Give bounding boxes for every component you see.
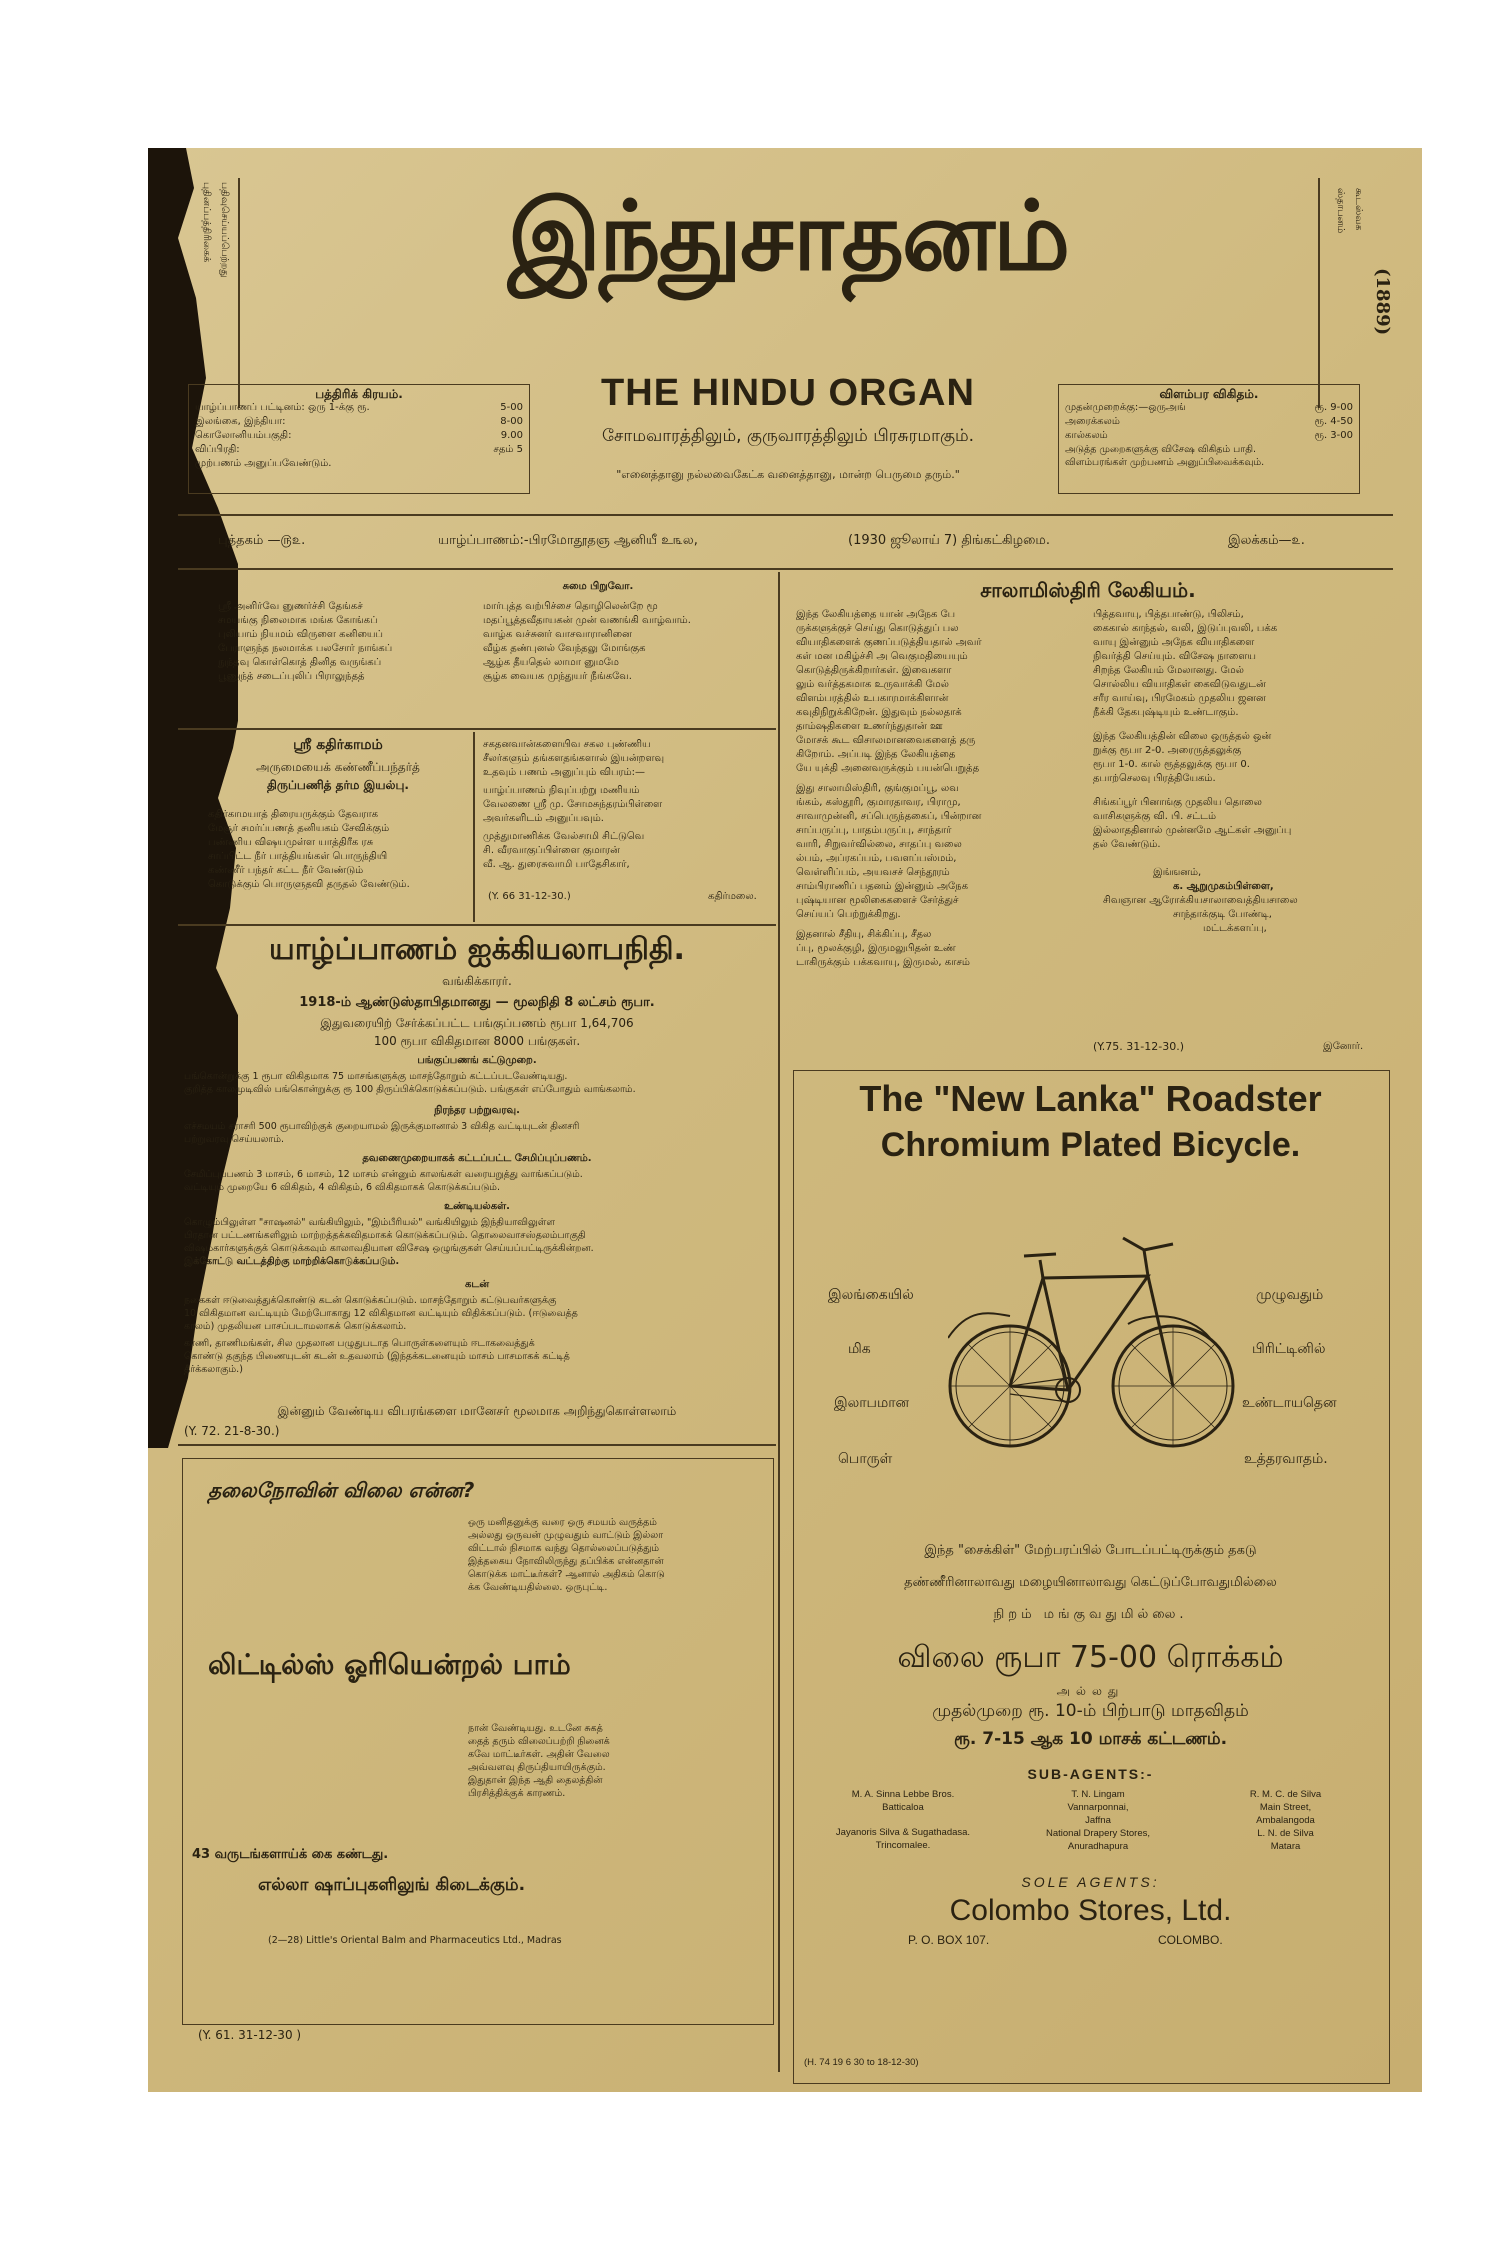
sole-agent-name: Colombo Stores, Ltd. <box>949 1894 1232 1927</box>
handlebar <box>1123 1238 1173 1276</box>
founding-year: (1889) <box>1372 268 1393 336</box>
issue-number: இலக்கம்—௨. <box>1228 533 1305 548</box>
notice-body: கதிர்காமயாத் திரையருக்கும் தேவராக மேசூர் சமர்ப்பணத் தனியகம் சேவிக்கும் பண்ணிய விஷயமுள்ள யாத்திரீக ரசு சாப்பிட்ட நீர் பாத்தியங்கள் பொருந்தியி கண்ணீர் பந்தர் கட்ட நீர் வேண்டும் கொடுக்கும் பொருளுதவி தருதல் வேண்டும். <box>208 809 410 890</box>
bicycle-price: விலை ரூபா 75-00 ரொக்கம் <box>897 1640 1284 1675</box>
bicycle-title-2: Chromium Plated Bicycle. <box>880 1126 1301 1164</box>
english-title: THE HINDU ORGAN <box>601 372 975 414</box>
masthead-subtitle: சோமவாரத்திலும், குருவாரத்திலும் பிரசுரமாகும். <box>601 426 975 446</box>
place-date: யாழ்ப்பாணம்:-பிரமோதூதஞ ஆனியீ உ௩ல, <box>438 533 698 548</box>
balm-available: எல்லா ஷாப்புகளிலுங் கிடைக்கும். <box>258 1875 526 1895</box>
subscription-title: பத்திரிக் கிரயம். <box>315 387 403 401</box>
subscription-box: பத்திரிக் கிரயம். யாழ்ப்பாணப் பட்டினம்: ஒரு 1-க்கு ரூ. 5-00 இலங்கை, இந்தியா: 8-00 கொலோனியம்பகுதி: 9.00 விப்பிரதி: சதம் 5 முற்பணம் அனுப்பவேண்டும். <box>188 384 530 494</box>
left-vertical-1: புதினப்பத்திரிகைக் <box>201 182 212 263</box>
notice-right: சகதனவான்களையிவ சகல புண்ணிய சீலர்களும் தங்களதங்களால் இயன்றளவு உதவும் பணம் அனுப்பும் விபரம்:— யாழ்ப்பாணம் நிவுப்பற்று மணியம் வேலணை ஸ்ரீ மு. சோமசுந்தரம்பிள்ளை அவர்களிடம் அனுப்பவும். முத்துமாணிக்க வேல்சாமி சிட்டுவெ சி. வீரவாகுப்பிள்ளை குமாரன் வீ. ஆ. துரைசுவாமி பாதேசிகார், <box>483 739 665 870</box>
saddle <box>1024 1254 1056 1278</box>
poem-left: ஸ்ரீ அனிர்வே னுணர்ச்சி தேங்கச் சமயங்கு நிலைமாக மங்க கோங்கப் புலியாம் நியமம் விருளை கனியைப் பேராளுந்த நலமாக்க பலசோர் நாங்கப் நுந்தவு கொள்கொத் தினித வருங்கப் பூணுந்த் சடைப்புலிப் பிராலுந்தத் <box>218 601 393 682</box>
issue-date: (1930 ஜூலாய் 7) திங்கட்கிழமை. <box>848 533 1051 548</box>
lehyam-heading: சாலாமிஸ்திரி லேகியம். <box>980 578 1196 602</box>
balm-question: தலைநோவின் விலை என்ன? <box>208 1478 475 1502</box>
right-vertical-1: ஸ்தாபனம் <box>1335 188 1346 234</box>
left-vertical-2: பதிவுசெய்யப்பெற்றது <box>219 182 230 278</box>
newspaper-page: புதினப்பத்திரிகைக் பதிவுசெய்யப்பெற்றது இந்துசாதனம் ஸ்தாபனம் கூடஸ்வக (1889) பத்திரிக் கிரயம். யாழ்ப்பாணப் பட்டினம்: ஒரு 1-க்கு ரூ. 5-00 இலங்கை, இந்தியா: 8-00 கொலோனியம்பகுதி: 9.00 விப்பிரதி: சதம் 5 முற்பணம் அனுப்பவேண்டும். THE HINDU ORGAN சோமவாரத்திலும், குருவாரத்திலும் பிரசுரமாகும். "எனைத்தானு நல்லவைகேட்க வனைத்தானு, மான்ற பெருமை தரும்." விளம்பர விகிதம். முதன்முறைக்கு:—ஒருஅங் ரூ. 9-00 அரைக்கலம் ரூ. 4-50 கால்கலம் ரூ. 3-00 அடுத்த முறைகளுக்கு விசேஷ விகிதம் பாதி. விளம்பரங்கள் முற்பணம் அனுப்பிவைக்கவும். புத்தகம் —௫௨. யாழ்ப்பாணம்:-பிரமோதூதஞ ஆனியீ உ௩ல, (1930 ஜூலாய் 7) திங்கட்கிழமை. இலக்கம்—௨. சுமை பிறுவோ. ஸ்ரீ அனிர்வே னுணர்ச்சி தேங்கச் சமயங்கு நிலைமாக மங்க கோங்கப் புலியாம் நியமம் விருளை கனியைப் பேராளுந்த நலமாக்க பலசோர் நாங்கப் நுந்தவு கொள்கொத் தினித வருங்கப் பூணுந்த் சடைப்புலிப் பிராலுந்தத் மார்புத்த வற்பிச்சை தொழிலென்றே மூ மதப்பூத்தவீதாயகன் முன் வணங்கி வாழ்வாம். வாழ்க வச்சுனர் வாசவாரானினை வீழ்க தண்புனல் வேந்தலு மோங்குக ஆழ்க தீயதெல் லாமா னுமமே சூழ்க வையக முந்துயர் நீங்கவே. ஸ்ரீ கதிர்காமம் அருமையைக் கண்ணீப்பந்தர்த் திருப்பணித் தர்ம இயல்பு. கதிர்காமயாத் திரையருக்கும் தேவராக மேசூர் சமர்ப்பணத் தனியகம் சேவிக்கும் பண்ணிய விஷயமுள்ள யாத்திரீக ரசு சாப்பிட்ட நீர் பாத்தியங்கள் பொருந்தியி கண்ணீர் பந்தர் கட்ட நீர் வேண்டும் கொடுக்கும் பொருளுதவி தருதல் வேண்டும். சகதனவான்களையிவ சகல புண்ணிய சீலர்களும் தங்களதங்களால் இயன்றளவு உதவும் பணம் அனுப்பும் விபரம்:— யாழ்ப்பாணம் நிவுப்பற்று மணியம் வேலணை ஸ்ரீ மு. சோமசுந்தரம்பிள்ளை அவர்களிடம் அனுப்பவும். முத்துமாணிக்க வேல்சாமி சிட்டுவெ சி. வீரவாகுப்பிள்ளை குமாரன் வீ. ஆ. துரைசுவாமி பாதேசிகார், (Y. 66 31-12-30.) கதிர்மலை. யாழ்ப்பாணம் ஐக்கியலாபநிதி. வங்கிக்காரர். 1918-ம் ஆண்டுஸ்தாபிதமானது — மூலநிதி 8 லட்சம் ரூபா. இதுவரையிற் சேர்க்கப்பட்ட பங்குப்பணம் ரூபா 1,64,706 100 ரூபா விகிதமான 8000 பங்குகள். பங்குப்பணங் கட்டுமுறை. பங்கொன்றுக்கு 1 ரூபா விகிதமாக 75 மாசங்களுக்கு மாசந்தோறும் கட்டப்படவேண்டியது. குறித்த காலமுடிவில் பங்கொன்றுக்கு ரூ 100 திருப்பிக்கொடுக்கப்படும். பங்குகள் எப்போதும் வாங்கலாம். நிரந்தர பற்றுவரவு. எச்சமயம் சராசரி 500 ரூபாவிற்குக் குறையாமல் இருக்குமானால் 3 விகித வட்டியுடன் தினசரி பற்றுவரவு செய்யலாம். தவணைமுறையாகக் கட்டப்பட்ட சேமிப்புப்பணம். சேமிப்புப்பணம் 3 மாசம், 6 மாசம், 12 மாசம் என்னும் காலங்கள் வரையறுத்து வாங்கப்படும். வட்டியும் முறையே 6 விகிதம், 4 விகிதம், 6 விகிதமாகக் கொடுக்கப்படும். உண்டியல்கள். கொழும்பிலுள்ள "சாஷனல்" வங்கியிலும், "இம்பீரியல்" வங்கியிலும் இந்தியாவிலுள்ள பிரதான பட்டணங்களிலும் மாற்றத்தக்கவிதமாகக் கொடுக்கப்படும். தொலைவாசஸ்தலம்பாகுதி விஷமகார்களுக்குக் கொடுக்கவும் காலாவதியான விசேஷ ஒழுங்குகள் செய்யப்பட்டிருக்கின்றன. இக்கோட்டு வட்டத்திற்கு மாற்றிக்கொடுக்கப்படும். கடன் நகைகள் ஈடுவைத்துக்கொண்டு கடன் கொடுக்கப்படும். மாசந்தோறும் கட்டுபவர்களுக்கு 10 விகிதமான வட்டியும் மேற்போகாது 12 விகிதமான வட்டியும் விதிக்கப்படும். (ஈடுவைத்த காலம்) முதலியன பாசப்படாமலாகக் கொடுக்கலாம். காணி, தாணிமங்கள், சில முதலான பழுதுபடாத பொருள்களையும் ஈடாகவைத்துக் கொண்டு தகுந்த பிணையுடன் கடன் உதவலாம் (இந்தக்கடனையும் மாசம் பாசமாகக் கட்டித் தீர்க்கலாகும்.) இன்னும் வேண்டிய விபரங்களை மானேசர் மூலமாக அறிந்துகொள்ளலாம் (Y. 72. 21-8-30.) தலைநோவின் விலை என்ன? ஒரு மனிதனுக்கு வரை ஒரு சமயம் வருத்தம் அல்லது ஒருவன் முழுவதும் வாட்டும் இல்லா விட்டால் நிசமாக வந்து தொல்லைப்படுத்தும் இத்தகைய நோவிலிருந்து தப்பிக்க என்னதான் கொடுக்க மாட்டீர்கள்? ஆனால் அதிகம் கொடு க்க வேண்டியதில்லை. ஒருபுட்டி. லிட்டில்ஸ் ஓரியென்றல் பாம் நான் வேண்டியது. உடனே சுகத் தைத் தரும் விலைப்பற்றி நினைக் கவே மாட்டீர்கள். அதின் வேலை அவ்வளவு திருப்தியாயிருக்கும். இதுதான் இந்த ஆதி தைலத்தின் பிரசித்திக்குக் காரணம். 43 வருடங்களாய்க் கை கண்டது. எல்லா ஷாப்புகளிலுங் கிடைக்கும். (2—28) Little's Oriental Balm and Pharmaceutics Ltd., Madras (Y. 61. 31-12-30 ) சாலாமிஸ்திரி லேகியம். இந்த லேகியத்தை யான் அநேக பே ருக்களுக்குச் செய்து கொடுத்துப் பல வியாதிகளைக் குணப்படுத்தியதால் அவர் கள் மன மகிழ்ச்சி அ வெகுமதியையும் கொடுத்திருக்கிறார்கள். இவைகளா லும் வர்த்தகமாக உருவாக்கி மேல் விளம்பரத்தில் உபகாரமாக்கிளான் கவுதிநிறுக்கிறேன். இதுவும் நல்லதாக் தாம்ஷதிகளை உணர்ந்துதான் ஊ மோசக் கூட விசாலமானவைகளைத் தரு கிறோம். அப்படி இந்த லேகியத்தை யே யுக்தி அனைவருக்கும் பயன்பெறுத்த இது சாலாமிஸ்திரி, குங்குமப்பூ, லவ ங்கம், கஸ்தூரி, குமாரதாவர, பிராமு, சாவாமுன்னி, சப்பெருந்தகைப், பின்றான சாப்பருப்பு, பாதம்பருப்பு, சாந்தார் வாரி, சிறுவர்வில்லை, சாதப்பு வலை ல்பம், அப்ரகப்பம், பவளப்பஸ்மம், வெள்ளிப்பம், அயவசச் செந்தூரம் சாம்பிராணிப் பதனம் இன்னும் அநேக புஷ்டியான மூலிகைகளைச் சேர்த்துச் செய்யப் பெற்றுக்கிறது. இதனால் சீதியு, சிக்கிப்பு, சீதல ப்பு, மூலக்குழி, இருமலுபிதன் உண் டாகிருக்கும் பக்கவாயு, இருமல், காசம் பித்தவாயு, பித்தபாண்டு, பிலிசம், கைகால் காந்தல், வலி, இடுப்புவலி, பக்க வாயு இன்னும் அநேக வியாதிகளை நிவர்த்தி செய்யும். விசேஷ நாளைய சிறந்த லேகியம் மேலானது. மேல் சொல்லிய வியாதிகள் கைவிடுவதுடன் சரீர வாய்வு, பிரமேகம் முதலிய ஜனன நீக்கி தேகபுஷ்டியும் உண்டாகும். இந்த லேகியத்தின் விலை ஒருத்தல் ஒன் றுக்கு ரூபா 2-0. அரைருத்தலுக்கு ரூபா 1-0. கால் ரூத்தலுக்கு ரூபா 0. தபாற்செலவு பிரத்தியேகம். சிங்கப்பூர் பினாங்கு முதலிய தொலை வாசிகளுக்கு வி. பி. சட்டம் இல்லாததினால் முன்னமே ஆட்கள் அனுப்பு தல் வேண்டும். இங்ஙனம், க. ஆறுமுகம்பிள்ளை, சிவஞான ஆரோக்கியசாலாவைத்தியசாலை சாந்தாக்குடி போண்டி, மட்டக்களப்பு, (Y.75. 31-12-30.) இனோர். The "New Lanka" Roadster Chromium Plated Bicycle. இலங்கையில் மிக இலாபமான பொருள் முழுவதும் பிரிட்டினில் உண்டாயதென உத்தரவாதம். இந்த "சைக்கிள்" மேற்பரப்பில் போடப்பட்டிருக்கும் தகடு தண்ணீரினாலாவது மழையினாலாவது கெட்டுப்போவதுமில்லை நிறம் மங்குவதுமில்லை. விலை ரூபா 75-00 ரொக்கம் அல்லது முதல்முறை ரூ. 10-ம் பிற்பாடு மாதவிதம் ரூ. 7-15 ஆக 10 மாசக் கட்டணம். SUB-AGENTS:- M. A. Sinna Lebbe Bros. Batticaloa Jayanoris Silva & Sugathadasa. Trincomalee. T. N. Lingam Vannarponnai, Jaffna National Drapery Stores, Anuradhapura R. M. C. de Silva Main Street, Ambalangoda L. N. de Silva Matara SOLE AGENTS: Colombo Stores, Ltd. P. O. BOX 107. COLOMBO. (H. 74 19 6 30 to 18-12-30) <box>148 148 1422 2092</box>
notice-title: ஸ்ரீ கதிர்காமம் <box>293 737 383 753</box>
poem-right: மார்புத்த வற்பிச்சை தொழிலென்றே மூ மதப்பூத்தவீதாயகன் முன் வணங்கி வாழ்வாம். வாழ்க வச்சுனர் வாசவாரானினை வீழ்க தண்புனல் வேந்தலு மோங்குக ஆழ்க தீயதெல் லாமா னுமமே சூழ்க வையக முந்துயர் நீங்கவே. <box>483 601 691 682</box>
masthead-motto: "எனைத்தானு நல்லவைகேட்க வனைத்தானு, மான்ற பெருமை தரும்." <box>616 468 960 481</box>
bicycle-frame <box>1010 1276 1148 1390</box>
bank-title: யாழ்ப்பாணம் ஐக்கியலாபநிதி. <box>269 932 685 967</box>
volume: புத்தகம் —௫௨. <box>218 533 306 548</box>
balm-product: லிட்டில்ஸ் ஓரியென்றல் பாம் <box>208 1648 571 1681</box>
bicycle-illustration <box>948 1208 1238 1468</box>
bicycle-title-1: The "New Lanka" Roadster <box>859 1078 1322 1119</box>
masthead-logo: இந்துசாதனம் <box>507 179 1069 292</box>
right-vertical-2: கூடஸ்வக <box>1353 188 1364 231</box>
advert-rates-box: விளம்பர விகிதம். முதன்முறைக்கு:—ஒருஅங் ரூ. 9-00 அரைக்கலம் ரூ. 4-50 கால்கலம் ரூ. 3-00 அடுத்த முறைகளுக்கு விசேஷ விகிதம் பாதி. விளம்பரங்கள் முற்பணம் அனுப்பிவைக்கவும். <box>1058 384 1360 494</box>
